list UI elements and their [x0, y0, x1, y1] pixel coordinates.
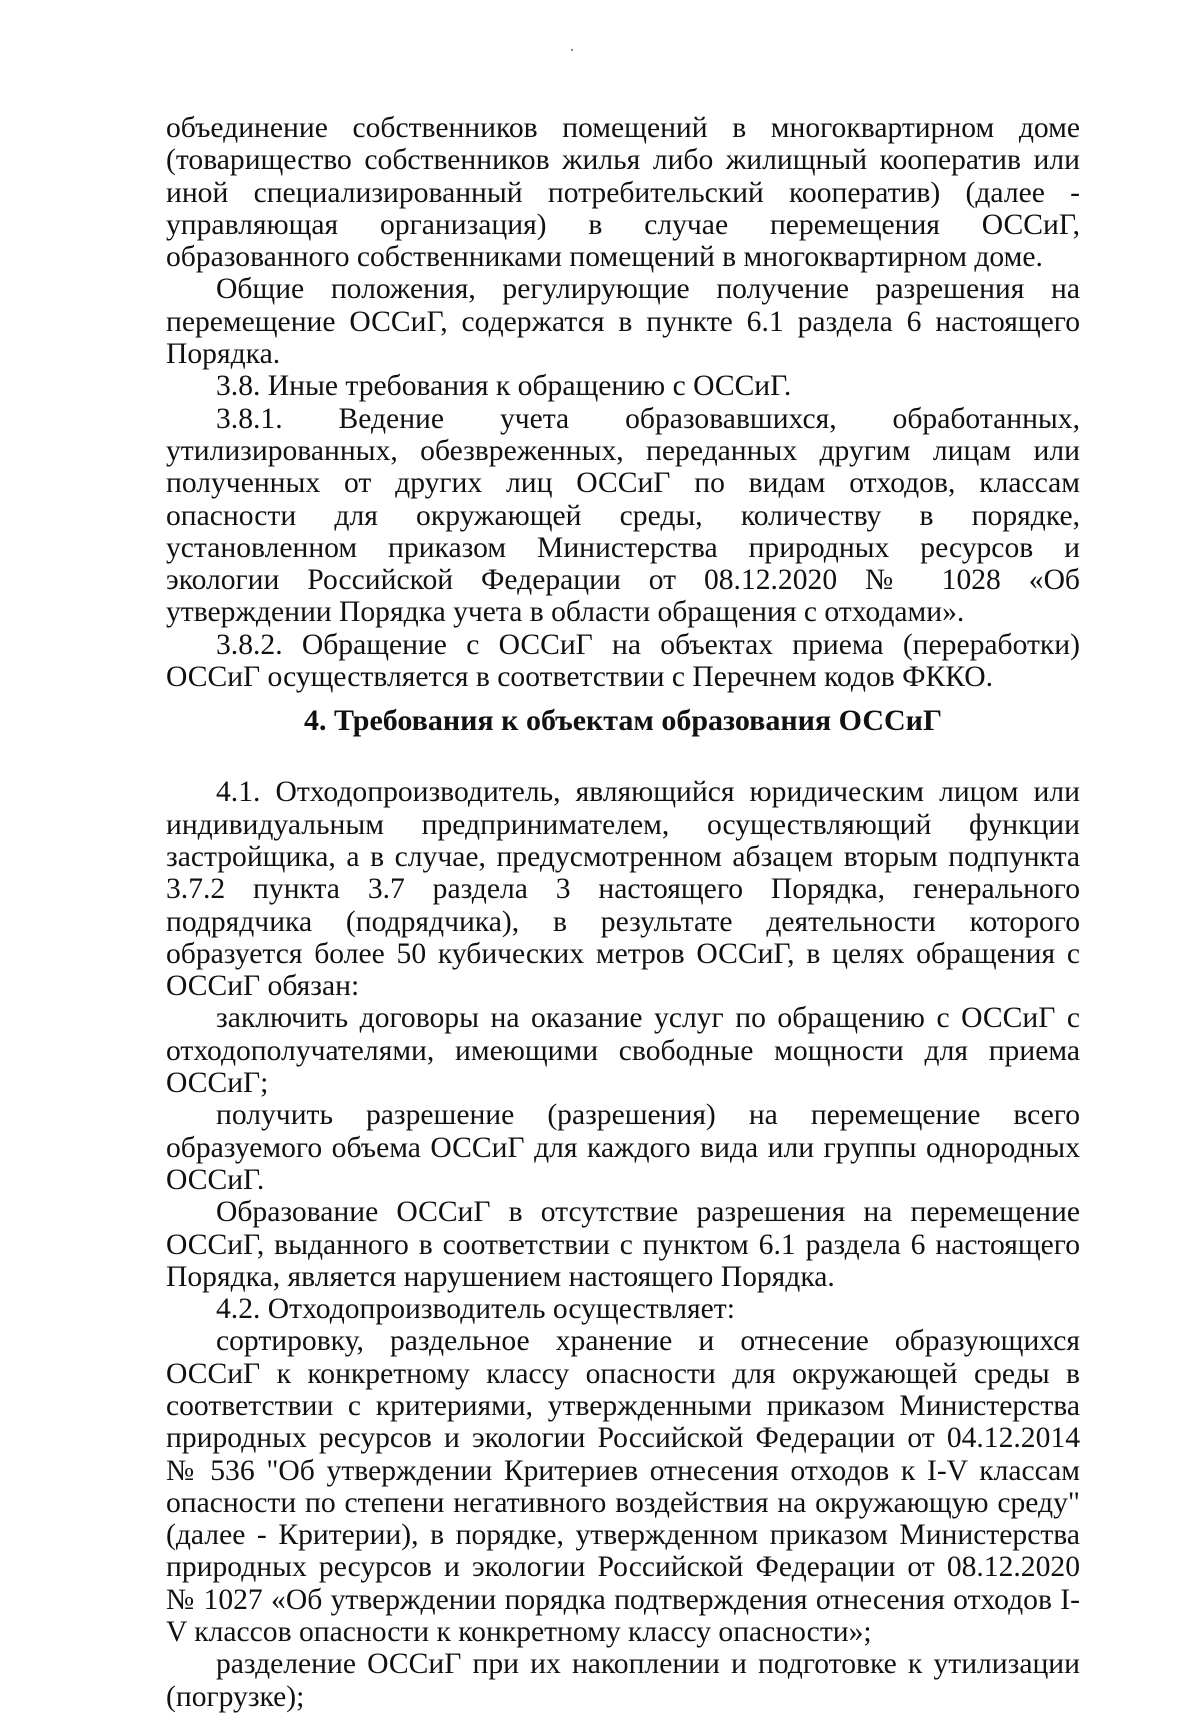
paragraph: получить разрешение (разрешения) на перемещение всего образуемого объема ОССиГ для каждого вида или группы однородных ОССиГ.: [166, 1099, 1080, 1196]
document-page: [166, 112, 1080, 1713]
scan-mark: [571, 49, 573, 51]
paragraph: 3.8.2. Обращение с ОССиГ на объектах приема (переработки) ОССиГ осуществляется в соответствии с Перечнем кодов ФККО.: [166, 628, 1080, 694]
paragraph: 4.1. Отходопроизводитель, являющийся юридическим лицом или индивидуальным предпринимателем, осуществляющий функции застройщика, а в случае, предусмотренном абзацем вторым подпункта 3.7.2 пункта 3.7 раздела 3 настоящего Порядка, генерального подрядчика (подрядчика), в результате деятельности которого образуется более 50 кубических метров ОССиГ, в целях обращения с ОССиГ обязан:: [166, 776, 1080, 1003]
paragraph: заключить договоры на оказание услуг по обращению с ОССиГ с отходополучателями, имеющими свободные мощности для приема ОССиГ;: [166, 1002, 1080, 1100]
paragraph: 4.2. Отходопроизводитель осуществляет:: [216, 1293, 735, 1326]
paragraph: объединение собственников помещений в многоквартирном доме (товарищество собственников жилья либо жилищный кооператив или иной специализированный потребительский кооператив) (далее - управляющая организация) в случае перемещения ОССиГ, образованного собственниками помещений в многоквартирном доме.: [166, 112, 1080, 274]
paragraph: 3.8.1. Ведение учета образовавшихся, обработанных, утилизированных, обезвреженных, переданных другим лицам или полученных от других лиц ОССиГ по видам отходов, классам опасности для окружающей среды, количеству в порядке, установленном приказом Министерства природных ресурсов и экологии Российской Федерации от 08.12.2020 № 1028 «Об утверждении Порядка учета в области обращения с отходами».: [166, 402, 1080, 629]
section-heading: 4. Требования к объектам образования ОССиГ: [303, 704, 943, 738]
paragraph: Общие положения, регулирующие получение разрешения на перемещение ОССиГ, содержатся в пункте 6.1 раздела 6 настоящего Порядка.: [166, 273, 1080, 371]
paragraph: сортировку, раздельное хранение и отнесение образующихся ОССиГ к конкретному классу опасности для окружающей среды в соответствии с критериями, утвержденными приказом Министерства природных ресурсов и экологии Российской Федерации от 04.12.2014 № 536 "Об утверждении Критериев отнесения отходов к I-V классам опасности по степени негативного воздействия на окружающую среду" (далее - Критерии), в порядке, утвержденном приказом Министерства природных ресурсов и экологии Российской Федерации от 08.12.2020 № 1027 «Об утверждении порядка подтверждения отнесения отходов I-V классов опасности к конкретному классу опасности»;: [166, 1325, 1080, 1649]
paragraph: разделение ОССиГ при их накоплении и подготовке к утилизации (погрузке);: [166, 1648, 1080, 1713]
paragraph: Образование ОССиГ в отсутствие разрешения на перемещение ОССиГ, выданного в соответствии с пунктом 6.1 раздела 6 настоящего Порядка, является нарушением настоящего Порядка.: [166, 1196, 1080, 1293]
paragraph: 3.8. Иные требования к обращению с ОССиГ.: [216, 370, 792, 403]
